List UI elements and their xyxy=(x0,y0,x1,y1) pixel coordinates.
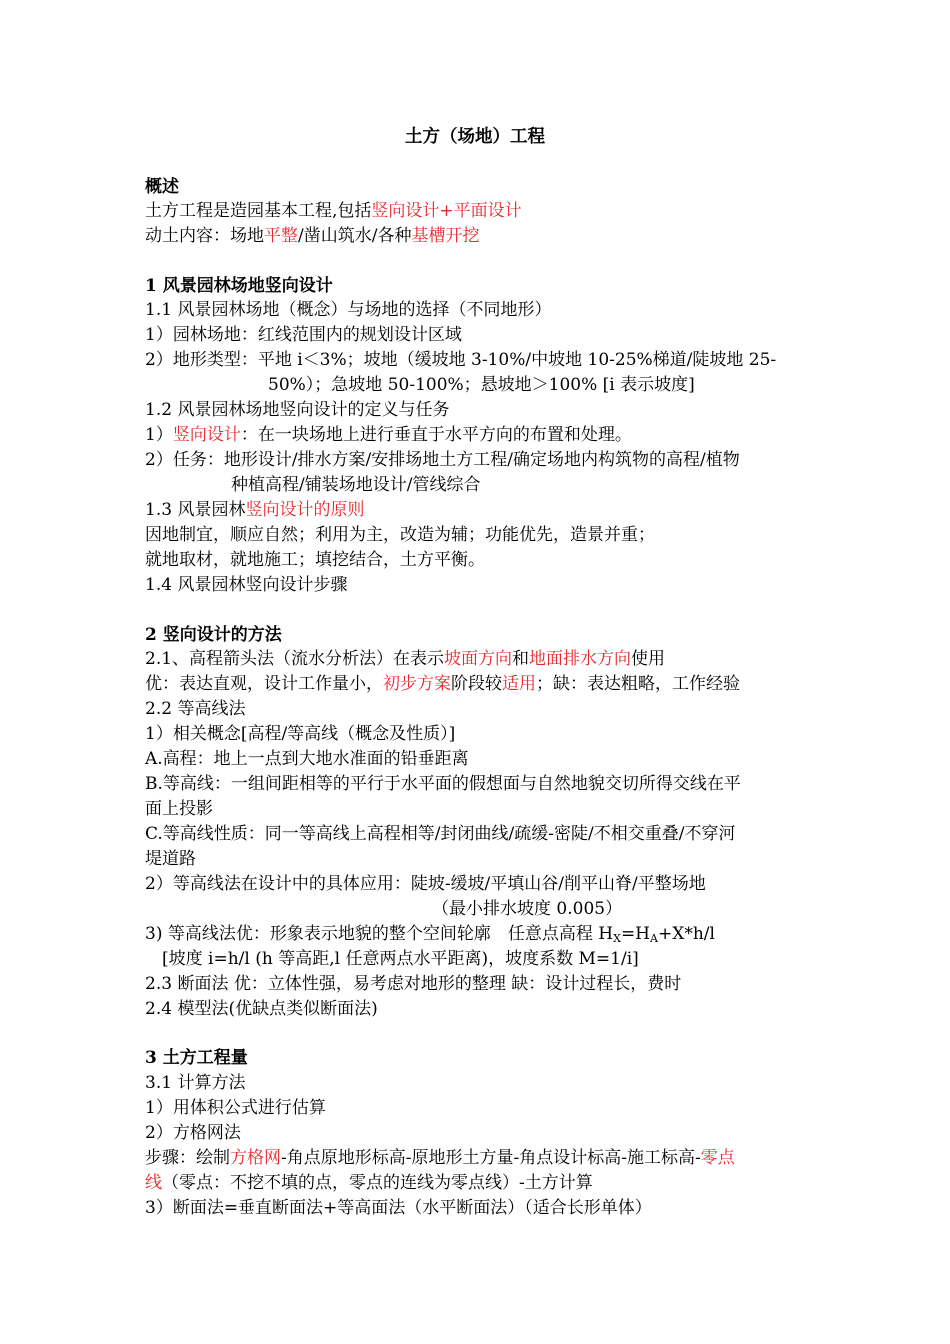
s1-line-3a: 2）地形类型：平地 i＜3%；坡地（缓坡地 3-10%/中坡地 10-25%梯道/陡坡地 25- xyxy=(145,350,777,370)
s2-line-6b: 面上投影 xyxy=(145,799,213,819)
s3-line-4: 步骤：绘制方格网-角点原地形标高-原地形土方量-角点设计标高-施工标高-零点 xyxy=(145,1148,735,1168)
s2-line-1: 2.1、高程箭头法（流水分析法）在表示坡面方向和地面排水方向使用 xyxy=(145,649,666,669)
section-2-heading: 2 竖向设计的方法 xyxy=(145,625,282,645)
s1-line-6a: 2）任务：地形设计/排水方案/安排场地土方工程/确定场地内构筑物的高程/植物 xyxy=(145,450,740,470)
s2-line-5: A.高程：地上一点到大地水准面的铅垂距离 xyxy=(145,749,469,769)
s3-line-1: 3.1 计算方法 xyxy=(145,1073,246,1093)
s2-line-4: 1）相关概念[高程/等高线（概念及性质）] xyxy=(145,724,456,744)
s3-line-6: 3）断面法=垂直断面法+等高面法（水平断面法）（适合长形单体） xyxy=(145,1198,652,1218)
s2-line-7a: C.等高线性质：同一等高线上高程相等/封闭曲线/疏缓-密陡/不相交重叠/不穿河 xyxy=(145,824,736,844)
overview-heading: 概述 xyxy=(145,177,179,197)
s2-line-7b: 堤道路 xyxy=(145,849,196,869)
section-3-heading: 3 土方工程量 xyxy=(145,1048,248,1068)
s2-line-11: [坡度 i=h/l (h 等高距,l 任意两点水平距离)，坡度系数 M=1/i] xyxy=(162,949,639,969)
s2-line-12: 2.3 断面法 优：立体性强，易考虑对地形的整理 缺：设计过程长，费时 xyxy=(145,974,682,994)
s2-line-3: 2.2 等高线法 xyxy=(145,699,246,719)
s3-line-5: 线（零点：不挖不填的点，零点的连线为零点线）-土方计算 xyxy=(145,1173,593,1193)
s2-line-13: 2.4 模型法(优缺点类似断面法) xyxy=(145,999,378,1019)
s1-line-2: 1）园林场地：红线范围内的规划设计区域 xyxy=(145,325,462,345)
page-title: 土方（场地）工程 xyxy=(405,127,545,147)
s1-line-3b: 50%）；急坡地 50-100%；悬坡地＞100% [i 表示坡度] xyxy=(268,375,695,395)
s2-line-10: 3) 等高线法优：形象表示地貌的整个空间轮廓 任意点高程 $H_X=H_A+X*h/l$ xyxy=(145,924,715,945)
overview-line-1: 土方工程是造园基本工程,包括竖向设计+平面设计 xyxy=(145,201,522,221)
s2-line-8: 2）等高线法在设计中的具体应用：陡坡-缓坡/平填山谷/削平山脊/平整场地 xyxy=(145,874,706,894)
s1-line-8: 因地制宜，顺应自然；利用为主，改造为辅；功能优先，造景并重； xyxy=(145,525,655,545)
s3-line-3: 2）方格网法 xyxy=(145,1123,241,1143)
s1-line-5: 1）竖向设计：在一块场地上进行垂直于水平方向的布置和处理。 xyxy=(145,425,632,445)
s1-line-1: 1.1 风景园林场地（概念）与场地的选择（不同地形） xyxy=(145,300,552,320)
s1-line-4: 1.2 风景园林场地竖向设计的定义与任务 xyxy=(145,400,450,420)
s1-line-6b: 种植高程/铺装场地设计/管线综合 xyxy=(231,475,481,495)
section-1-heading: 1 风景园林场地竖向设计 xyxy=(145,276,333,296)
s3-line-2: 1）用体积公式进行估算 xyxy=(145,1098,326,1118)
s2-line-6a: B.等高线：一组间距相等的平行于水平面的假想面与自然地貌交切所得交线在平 xyxy=(145,774,741,794)
s2-line-2: 优：表达直观，设计工作量小，初步方案阶段较适用；缺：表达粗略，工作经验 xyxy=(145,674,740,694)
overview-line-2: 动土内容：场地平整/凿山筑水/各种基槽开挖 xyxy=(145,226,480,246)
s2-line-9: （最小排水坡度 0.005） xyxy=(432,899,623,919)
s1-line-9: 就地取材，就地施工；填挖结合，土方平衡。 xyxy=(145,550,485,570)
s1-line-10: 1.4 风景园林竖向设计步骤 xyxy=(145,575,348,595)
s1-line-7: 1.3 风景园林竖向设计的原则 xyxy=(145,500,365,520)
